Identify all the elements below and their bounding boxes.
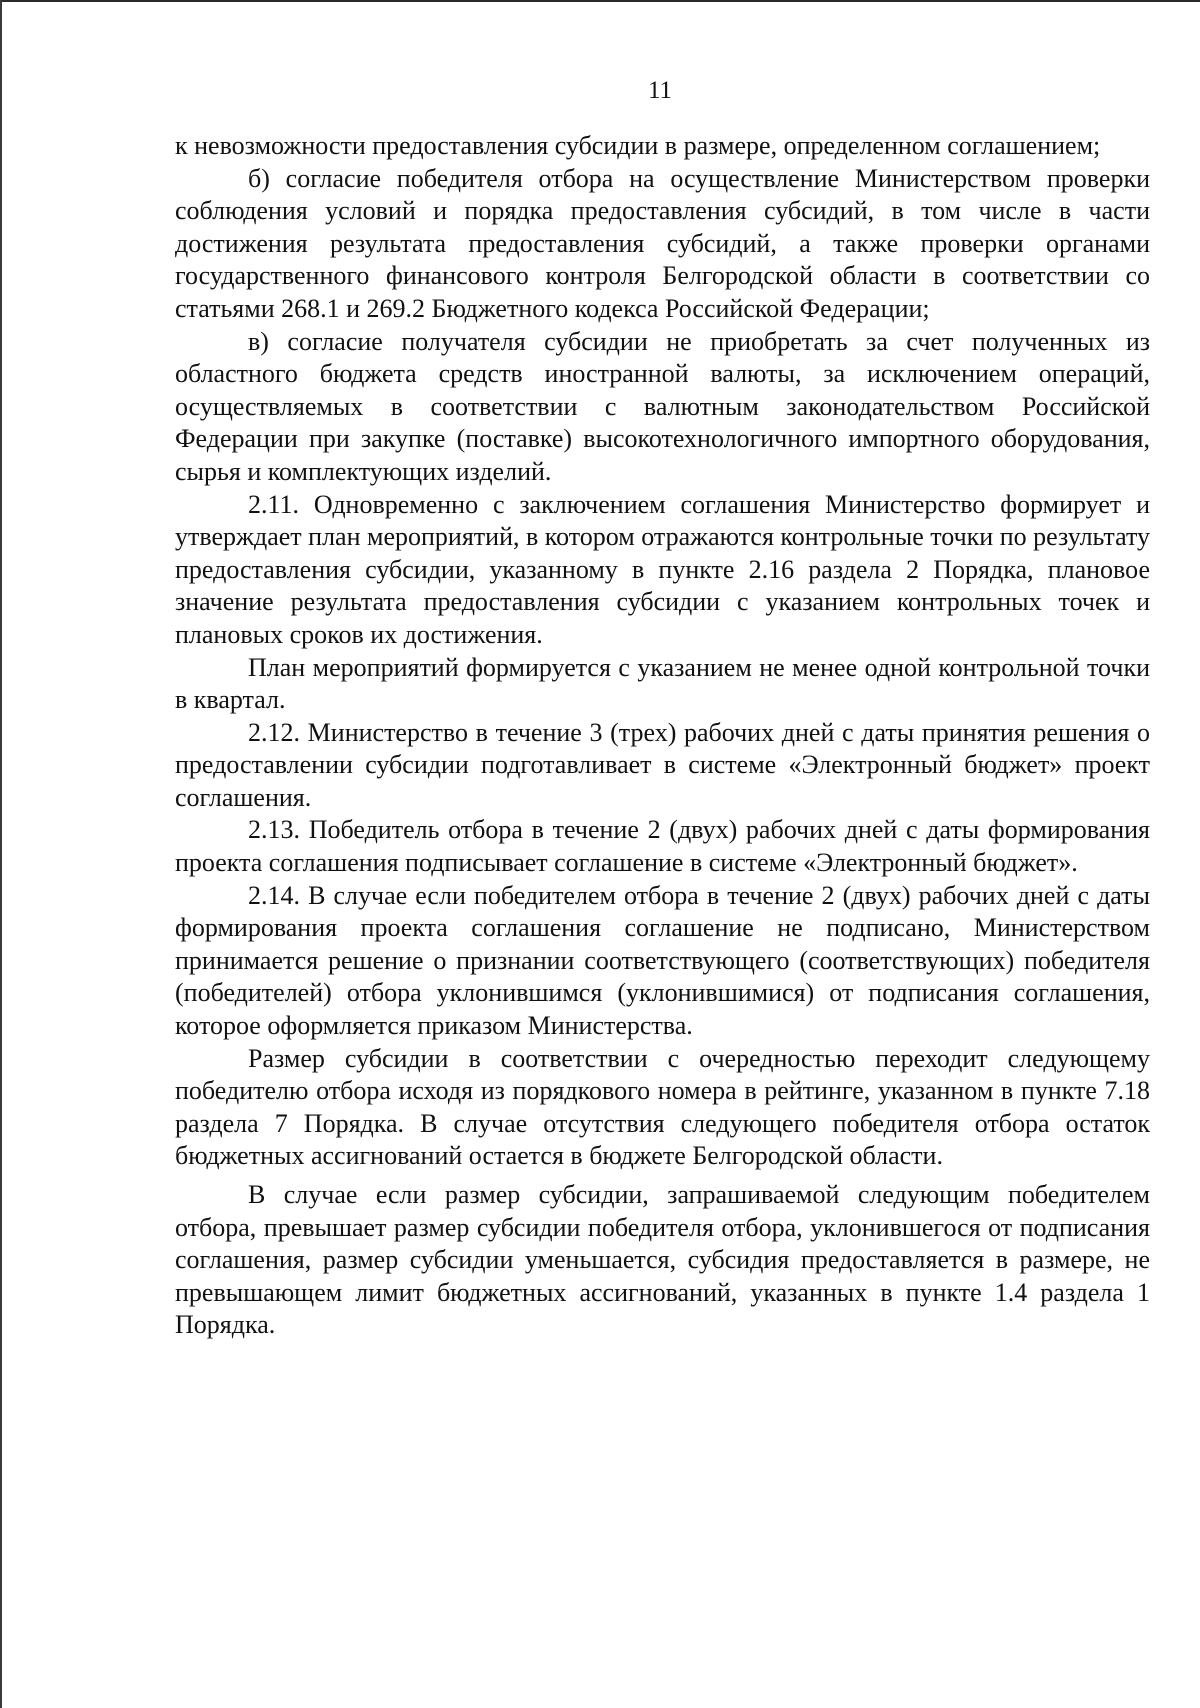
scan-edge-left: [0, 0, 2, 1708]
paragraph-subsidy-excess: В случае если размер субсидии, запрашиваемой следующим победителем отбора, превышает размер субсидии победителя отбора, уклонившегося от подписания соглашения, размер субсидии уменьшается, субсидия предоставляется в размере, не превышающем лимит бюджетных ассигнований, указанных в пункте 1.4 раздела 1 Порядка.: [175, 1180, 1150, 1340]
paragraph-continuation: к невозможности предоставления субсидии в размере, определенном соглашением;: [175, 131, 1101, 160]
paragraph-2-14: 2.14. В случае если победителем отбора в течение 2 (двух) рабочих дней с даты формирования проекта соглашения соглашение не подписано, Министерством принимается решение о признании соответствующего (соответствующих) победителя (победителей) отбора уклонившимся (уклонившимися) от подписания соглашения, которое оформляется приказом Министерства.: [175, 880, 1150, 1041]
page-number: 11: [647, 77, 673, 104]
document-body: [175, 130, 1150, 1342]
paragraph-item-v: в) согласие получателя субсидии не приобретать за счет полученных из областного бюджета средств иностранной валюты, за исключением операций, осуществляемых в соответствии с валютным законодательством Российской Федерации при закупке (поставке) высокотехнологичного импортного оборудования, сырья и комплектующих изделий.: [175, 326, 1150, 486]
paragraph-2-11: 2.11. Одновременно с заключением соглашения Министерство формирует и утверждает план мероприятий, в котором отражаются контрольные точки по результату предоставления субсидии, указанному в пункте 2.16 раздела 2 Порядка, плановое значение результата предоставления субсидии с указанием контрольных точек и плановых сроков их достижения.: [175, 489, 1150, 649]
scan-edge-top: [0, 0, 1200, 2]
paragraph-plan: План мероприятий формируется с указанием не менее одной контрольной точки в квартал.: [175, 652, 1150, 715]
paragraph-2-13: 2.13. Победитель отбора в течение 2 (двух) рабочих дней с даты формирования проекта соглашения подписывает соглашение в системе «Электронный бюджет».: [175, 815, 1150, 878]
paragraph-subsidy-transfer: Размер субсидии в соответствии с очередностью переходит следующему победителю отбора исходя из порядкового номера в рейтинге, указанном в пункте 7.18 раздела 7 Порядка. В случае отсутствия следующего победителя отбора остаток бюджетных ассигнований остается в бюджете Белгородской области.: [175, 1043, 1150, 1171]
paragraph-2-12: 2.12. Министерство в течение 3 (трех) рабочих дней с даты принятия решения о предоставлении субсидии подготавливает в системе «Электронный бюджет» проект соглашения.: [175, 717, 1150, 812]
paragraph-item-b: б) согласие победителя отбора на осуществление Министерством проверки соблюдения условий и порядка предоставления субсидий, в том числе в части достижения результата предоставления субсидий, а также проверки органами государственного финансового контроля Белгородской области в соответствии со статьями 268.1 и 269.2 Бюджетного кодекса Российской Федерации;: [175, 163, 1150, 323]
